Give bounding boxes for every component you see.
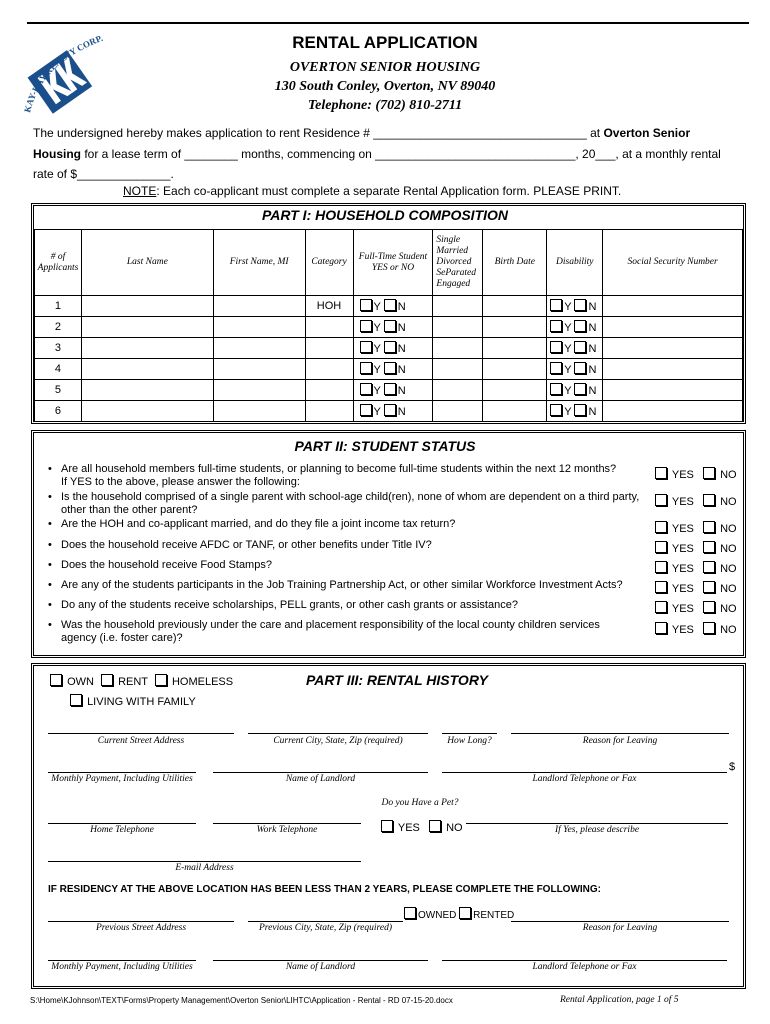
landlord-phone-field[interactable] bbox=[442, 772, 727, 773]
email-label: E-mail Address bbox=[175, 863, 234, 873]
home-phone-label: Home Telephone bbox=[90, 825, 154, 835]
q2-yes-checkbox[interactable] bbox=[655, 494, 667, 506]
student-no-checkbox[interactable] bbox=[384, 362, 396, 374]
part2-title: PART II: STUDENT STATUS bbox=[294, 438, 476, 454]
svg-text:KAY-KAY REALTY CORP.: KAY-KAY REALTY CORP. bbox=[22, 32, 105, 114]
part1-title: PART I: HOUSEHOLD COMPOSITION bbox=[261, 207, 509, 223]
student-yes-checkbox[interactable] bbox=[360, 299, 372, 311]
housing-type-options: OWN RENT HOMELESS bbox=[50, 674, 233, 688]
q6-no-checkbox[interactable] bbox=[703, 581, 715, 593]
col-applicants: # of Applicants bbox=[35, 230, 82, 296]
disability-no-checkbox[interactable] bbox=[574, 320, 586, 332]
pet-no-checkbox[interactable] bbox=[429, 820, 441, 832]
prev-monthly-field[interactable] bbox=[48, 960, 196, 961]
homeless-checkbox[interactable] bbox=[155, 674, 167, 686]
landlord-name-field[interactable] bbox=[213, 772, 428, 773]
table-row: 5 Y N Y N bbox=[35, 380, 743, 401]
table-row: 2 Y N Y N bbox=[35, 317, 743, 338]
print-note: NOTE: Each co-applicant must complete a separate Rental Application form. PLEASE PRINT. bbox=[123, 184, 622, 198]
col-category: Category bbox=[305, 230, 353, 296]
property-address: 130 South Conley, Overton, NV 89040 bbox=[274, 79, 496, 94]
prev-landlord-phone-label: Landlord Telephone or Fax bbox=[532, 962, 637, 972]
question-8: • Was the household previously under the care and placement responsibility of the local county children services agency (i.e. foster care)? bbox=[61, 619, 636, 645]
disability-yes-checkbox[interactable] bbox=[550, 299, 562, 311]
disability-no-checkbox[interactable] bbox=[574, 404, 586, 416]
reason-leaving-field[interactable] bbox=[511, 733, 729, 734]
intro-line-2: Housing for a lease term of ________ months, commencing on ______________________________, 20___, at a monthly rental bbox=[33, 147, 721, 161]
prev-landlord-field[interactable] bbox=[213, 960, 428, 961]
q3-yes-checkbox[interactable] bbox=[655, 521, 667, 533]
household-table bbox=[34, 229, 743, 422]
footer-file-path: S:\Home\KJohnson\TEXT\Forms\Property Management\Overton Senior\LIHTC\Application - Rental - RD 07-15-20.docx bbox=[30, 996, 453, 1005]
prev-reason-field[interactable] bbox=[511, 921, 729, 922]
prev-monthly-label: Monthly Payment, Including Utilities bbox=[51, 962, 193, 972]
residency-notice: IF RESIDENCY AT THE ABOVE LOCATION HAS BEEN LESS THAN 2 YEARS, PLEASE COMPLETE THE FOLLOWING: bbox=[48, 884, 602, 895]
owned-checkbox[interactable] bbox=[404, 907, 416, 919]
pet-yes-checkbox[interactable] bbox=[381, 820, 393, 832]
q5-no-checkbox[interactable] bbox=[703, 561, 715, 573]
q2-no-checkbox[interactable] bbox=[703, 494, 715, 506]
question-2: • Is the household comprised of a single parent with school-age child(ren), none of whom are dependent on a third party, other than the other parent? bbox=[61, 491, 646, 517]
home-phone-field[interactable] bbox=[48, 823, 196, 824]
col-student: Full-Time Student YES or NO bbox=[353, 230, 433, 296]
prev-landlord-phone-field[interactable] bbox=[442, 960, 727, 961]
q7-yes-checkbox[interactable] bbox=[655, 601, 667, 613]
work-phone-field[interactable] bbox=[213, 823, 361, 824]
col-last-name: Last Name bbox=[81, 230, 213, 296]
monthly-payment-label: Monthly Payment, Including Utilities bbox=[51, 774, 193, 784]
prev-city-label: Previous City, State, Zip (required) bbox=[259, 923, 392, 933]
col-first-name: First Name, MI bbox=[213, 230, 305, 296]
q1-yes-checkbox[interactable] bbox=[655, 467, 667, 479]
disability-yes-checkbox[interactable] bbox=[550, 383, 562, 395]
student-no-checkbox[interactable] bbox=[384, 383, 396, 395]
prev-landlord-label: Name of Landlord bbox=[285, 962, 356, 972]
question-7: • Do any of the students receive scholarships, PELL grants, or other cash grants or assistance? bbox=[61, 599, 646, 612]
table-row: 3 Y N Y N bbox=[35, 338, 743, 359]
own-checkbox[interactable] bbox=[50, 674, 62, 686]
how-long-field[interactable] bbox=[442, 733, 497, 734]
student-yes-checkbox[interactable] bbox=[360, 341, 372, 353]
disability-yes-checkbox[interactable] bbox=[550, 341, 562, 353]
rented-checkbox[interactable] bbox=[459, 907, 471, 919]
table-row: 1 HOH Y N Y N bbox=[35, 296, 743, 317]
col-disability: Disability bbox=[547, 230, 603, 296]
student-no-checkbox[interactable] bbox=[384, 341, 396, 353]
table-row: 6 Y N Y N bbox=[35, 401, 743, 422]
reason-leaving-label: Reason for Leaving bbox=[582, 736, 658, 746]
table-row: 4 Y N Y N bbox=[35, 359, 743, 380]
student-yes-checkbox[interactable] bbox=[360, 383, 372, 395]
student-yes-checkbox[interactable] bbox=[360, 362, 372, 374]
col-birth-date: Birth Date bbox=[483, 230, 547, 296]
q4-yes-checkbox[interactable] bbox=[655, 541, 667, 553]
intro-line-1: The undersigned hereby makes application to rent Residence # ________________________________ at Overton Senior bbox=[33, 126, 691, 140]
student-yes-checkbox[interactable] bbox=[360, 404, 372, 416]
q8-yes-checkbox[interactable] bbox=[655, 622, 667, 634]
intro-line-3: rate of $______________. bbox=[33, 167, 174, 181]
email-field[interactable] bbox=[48, 861, 361, 862]
q5-yes-checkbox[interactable] bbox=[655, 561, 667, 573]
q6-yes-checkbox[interactable] bbox=[655, 581, 667, 593]
q1-no-checkbox[interactable] bbox=[703, 467, 715, 479]
current-street-field[interactable] bbox=[48, 733, 234, 734]
monthly-payment-field[interactable] bbox=[48, 772, 196, 773]
q3-no-checkbox[interactable] bbox=[703, 521, 715, 533]
col-ssn: Social Security Number bbox=[603, 230, 743, 296]
col-marital-status: Single Married Divorced SeParated Engaged bbox=[433, 230, 483, 296]
disability-yes-checkbox[interactable] bbox=[550, 404, 562, 416]
how-long-label: How Long? bbox=[447, 736, 492, 746]
rent-checkbox[interactable] bbox=[101, 674, 113, 686]
property-telephone: Telephone: (702) 810-2711 bbox=[307, 98, 463, 113]
disability-no-checkbox[interactable] bbox=[574, 341, 586, 353]
work-phone-label: Work Telephone bbox=[256, 825, 318, 835]
disability-no-checkbox[interactable] bbox=[574, 299, 586, 311]
question-1: • Are all household members full-time students, or planning to become full-time students within the next 12 months? If YES to the above, please answer the following: bbox=[61, 463, 646, 489]
landlord-name-label: Name of Landlord bbox=[285, 774, 356, 784]
current-city-field[interactable] bbox=[248, 733, 428, 734]
student-no-checkbox[interactable] bbox=[384, 299, 396, 311]
question-6: • Are any of the students participants in the Job Training Partnership Act, or other similar Workforce Investment Acts? bbox=[61, 579, 651, 592]
pet-describe-label: If Yes, please describe bbox=[554, 825, 640, 835]
prev-street-label: Previous Street Address bbox=[95, 923, 187, 933]
disability-yes-checkbox[interactable] bbox=[550, 362, 562, 374]
current-city-label: Current City, State, Zip (required) bbox=[273, 736, 403, 746]
disability-no-checkbox[interactable] bbox=[574, 383, 586, 395]
dollar-sign: $ bbox=[729, 761, 736, 773]
pet-describe-field[interactable] bbox=[466, 823, 728, 824]
q8-no-checkbox[interactable] bbox=[703, 622, 715, 634]
part3-title: PART III: RENTAL HISTORY bbox=[306, 672, 489, 688]
living-with-family-checkbox[interactable] bbox=[70, 694, 82, 706]
disability-no-checkbox[interactable] bbox=[574, 362, 586, 374]
landlord-phone-label: Landlord Telephone or Fax bbox=[532, 774, 637, 784]
question-5: • Does the household receive Food Stamps? bbox=[61, 559, 646, 572]
prev-reason-label: Reason for Leaving bbox=[582, 923, 658, 933]
pet-options: YES NO bbox=[381, 820, 463, 834]
student-no-checkbox[interactable] bbox=[384, 320, 396, 332]
question-4: • Does the household receive AFDC or TANF, or other benefits under Title IV? bbox=[61, 539, 646, 552]
student-no-checkbox[interactable] bbox=[384, 404, 396, 416]
question-3: • Are the HOH and co-applicant married, and do they file a joint income tax return? bbox=[61, 518, 646, 531]
pet-question: Do you Have a Pet? bbox=[381, 798, 459, 808]
living-with-family-option: LIVING WITH FAMILY bbox=[70, 694, 196, 708]
prev-street-field[interactable] bbox=[48, 921, 234, 922]
form-title: RENTAL APPLICATION bbox=[292, 33, 478, 52]
property-name: OVERTON SENIOR HOUSING bbox=[289, 60, 481, 75]
footer-page-number: Rental Application, page 1 of 5 bbox=[560, 995, 679, 1005]
q4-no-checkbox[interactable] bbox=[703, 541, 715, 553]
q7-no-checkbox[interactable] bbox=[703, 601, 715, 613]
prev-city-field[interactable] bbox=[248, 921, 403, 922]
student-yes-checkbox[interactable] bbox=[360, 320, 372, 332]
disability-yes-checkbox[interactable] bbox=[550, 320, 562, 332]
prev-tenure-options: OWNED RENTED bbox=[404, 907, 514, 921]
current-street-label: Current Street Address bbox=[97, 736, 185, 746]
top-rule bbox=[27, 22, 749, 24]
